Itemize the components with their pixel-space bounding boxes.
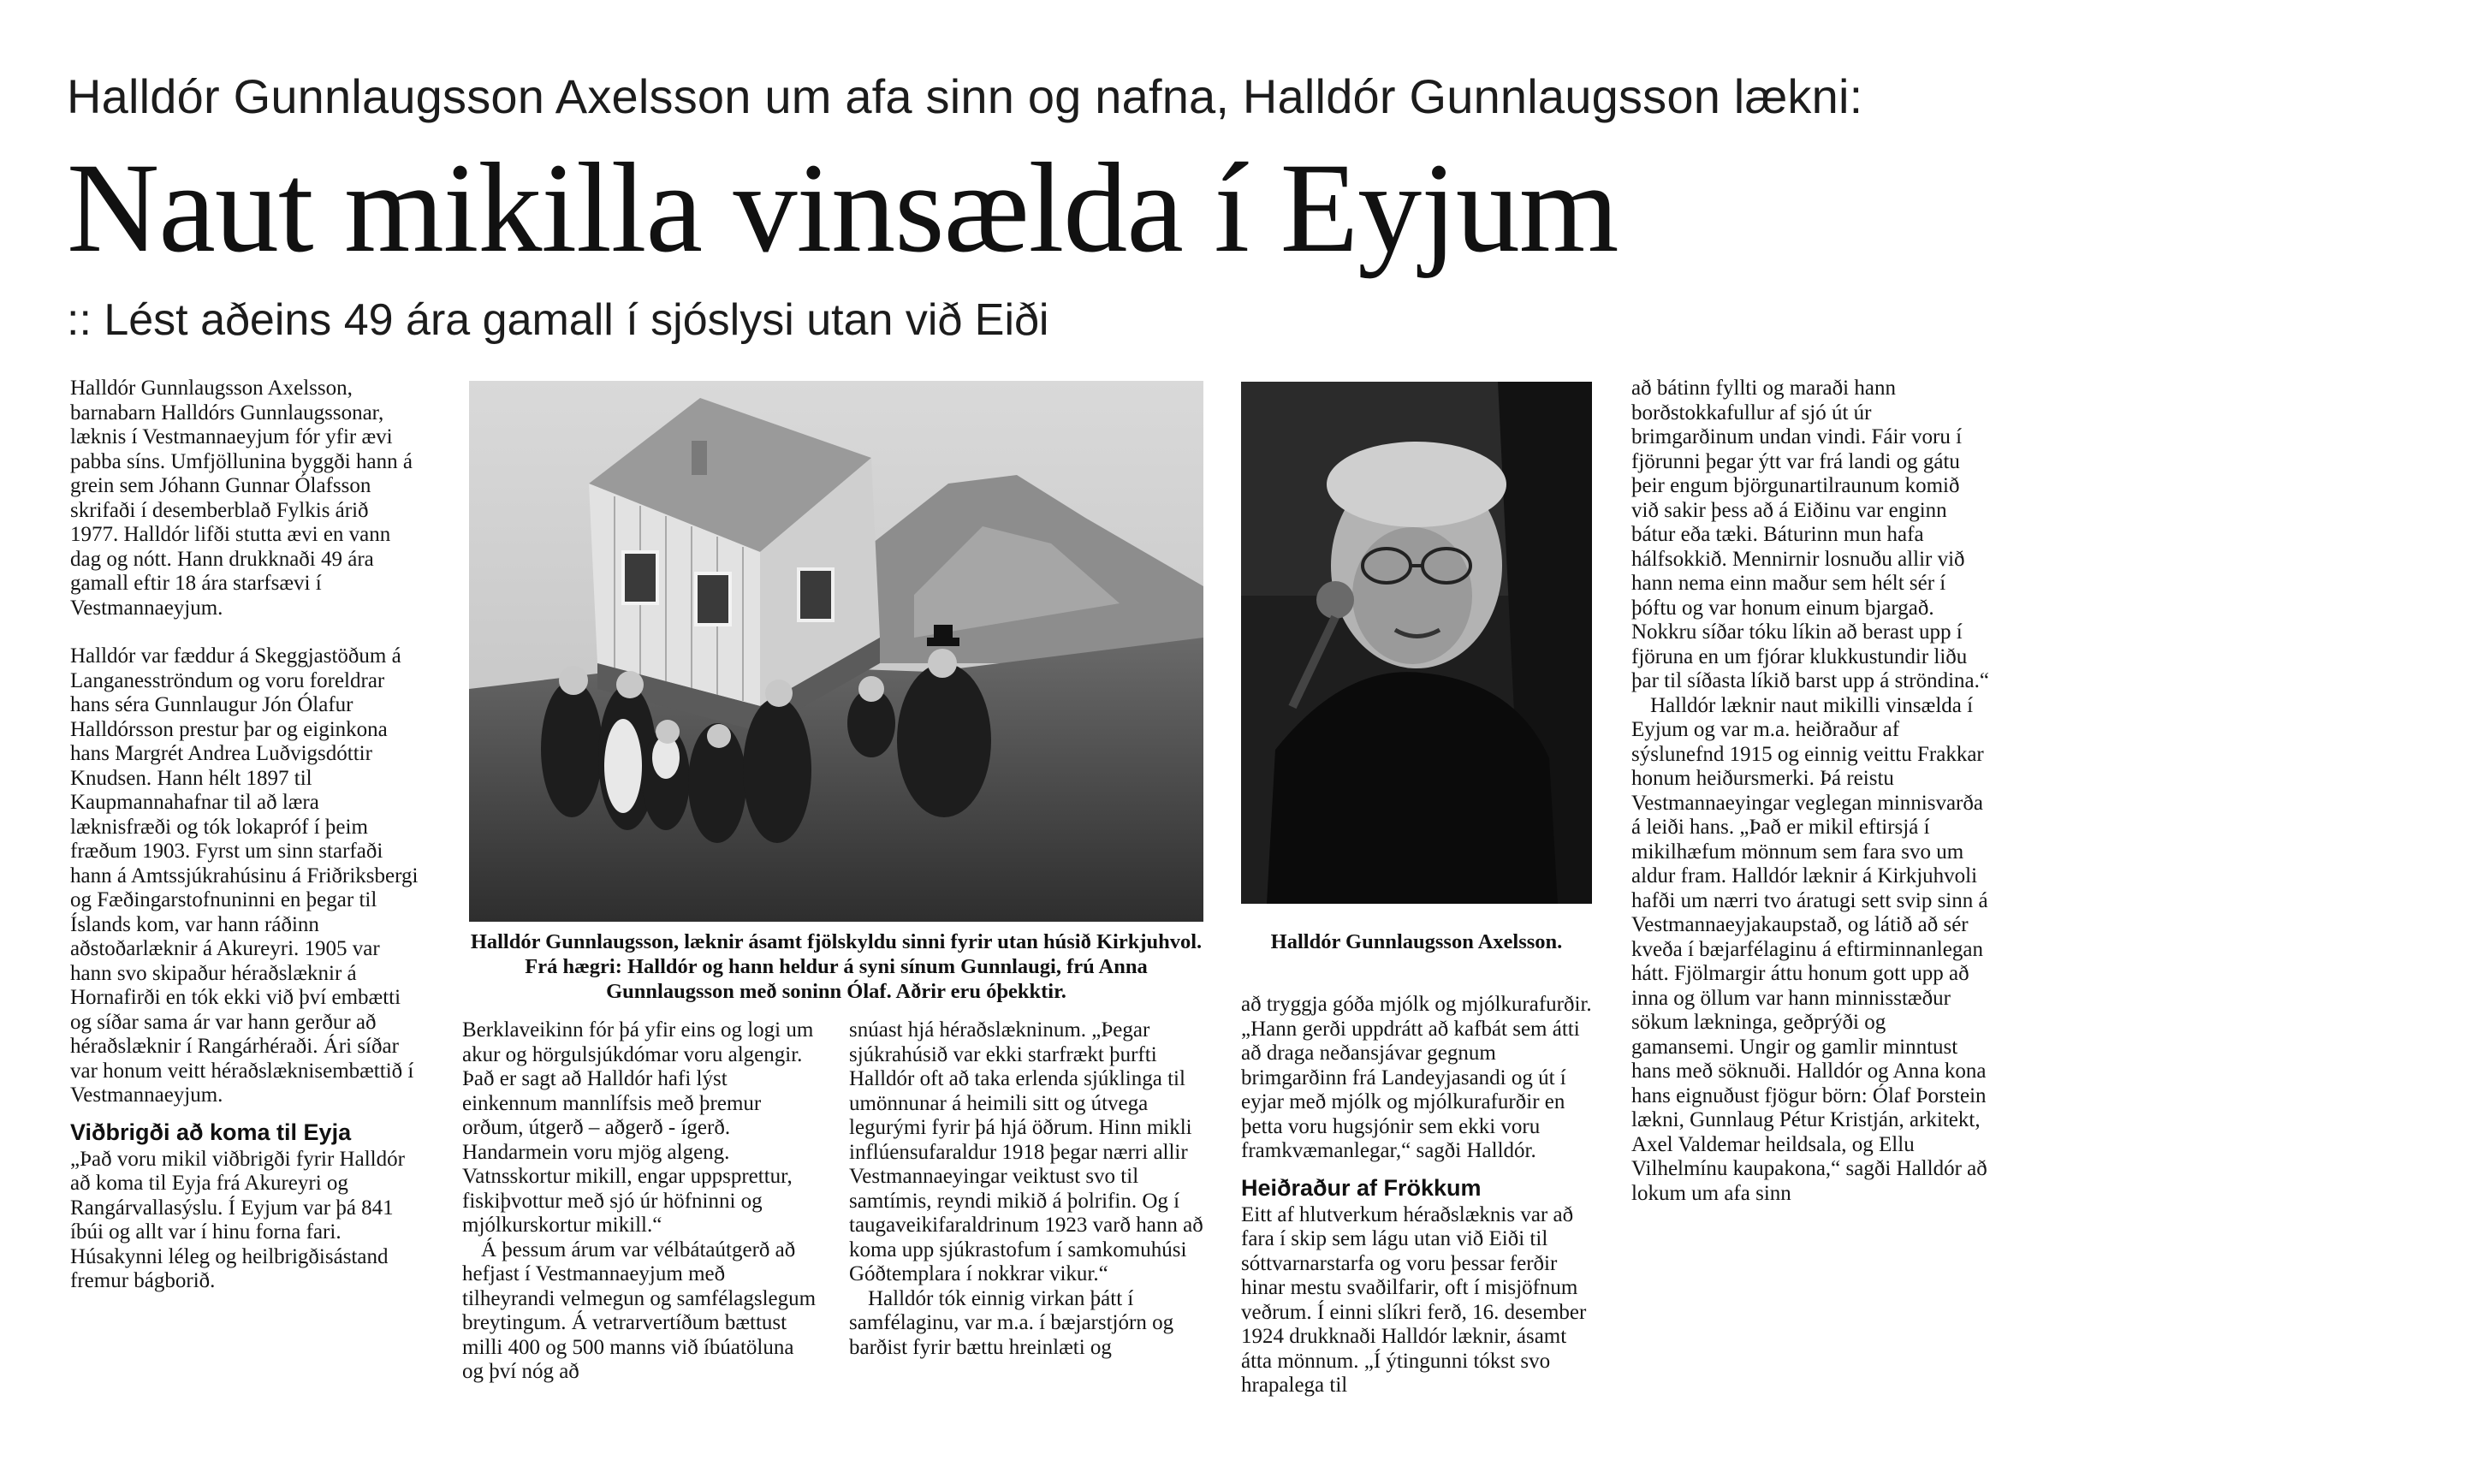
article-column-4 [1241, 993, 1599, 1443]
article-subhead: :: Lést aðeins 49 ára gamall í sjóslysi utan við Eiði [67, 295, 1049, 345]
article-column-2 [462, 1018, 820, 1443]
family-photo-caption: Halldór Gunnlaugsson, læknir ásamt fjölskyldu sinni fyrir utan húsið Kirkjuhvol. Frá hægri: Halldór og hann heldur á syni sínum Gunnlaugi, frú Anna Gunnlaugsson með soninn Ólaf. Aðrir eru óþekktir. [470, 930, 1203, 1003]
article-column-1 [70, 377, 421, 1443]
section-heading: Heiðraður af Frökkum [1241, 1174, 1482, 1201]
paragraph: Á þessum árum var vélbátaútgerð að hefjast í Vestmannaeyjum með tilheyrandi velmegun og samfélagslegum breytingum. Á vetrarvertíðum bættust milli 400 og 500 manns við íbúatöluna og því nóg að [462, 1238, 817, 1383]
article-headline: Naut mikilla vinsælda í Eyjum [67, 137, 1619, 279]
portrait-photo [1241, 382, 1592, 904]
family-house-image [469, 381, 1203, 922]
paragraph: Berklaveikinn fór þá yfir eins og logi um akur og hörgulsjúkdómar voru algengir. Það er sagt að Halldór hafi lýst einkennum mannlífsis með þremur orðum, útgerð – aðgerð - ígerð. Handarmein voru mjög algeng. Vatnsskortur mikill, engar uppsprettur, fiskiþvottur með sjó úr höfninni og mjólkurskortur mikill.“ [462, 1018, 814, 1237]
article-column-5 [1631, 377, 1989, 1443]
portrait-photo-caption: Halldór Gunnlaugsson Axelsson. [1270, 930, 1563, 953]
paragraph: að bátinn fyllti og maraði hann borðstokkafullur af sjó út úr brimgarðinum undan vindi. Fáir voru í fjörunni þegar ýtt var frá landi og gátu þeir engum björgunartilraunum komið við sakir þess að á Eiðinu var enginn bátur eða tæki. Báturinn mun hafa hálfsokkið. Mennirnir losnuðu allir við hann nema einn maður sem hélt sér í þóftu og var honum einum bjargað. Nokkru síðar tóku líkin að berast upp í fjöruna en um fjórar klukkustundir liðu þar til síðasta líkið barst upp á ströndina.“ [1631, 377, 1989, 692]
paragraph: Halldór tók einnig virkan þátt í samfélaginu, var m.a. í bæjarstjórn og barðist fyrir bættu hreinlæti og [849, 1286, 1174, 1359]
section-heading: Viðbrigði að koma til Eyja [70, 1119, 352, 1145]
paragraph: Halldór læknir naut mikilli vinsælda í Eyjum og var m.a. heiðraður af sýslunefnd 1915 og einnig veittu Frakkar honum heiðursmerki. Þá reistu Vestmannaeyingar veglegan minnisvarða á leiði hans. „Það er mikil eftirsjá í mikilhæfum mönnum sem fara svo um aldur fram. Halldór læknir á Kirkjuhvoli hafði um nærri tvo áratugi sett svip sinn á Vestmannaeyjakaupstað, og látið að sér kveða í bæjarfélaginu á eftirminnanlegan hátt. Fjölmargir áttu honum gott upp að inna og öllum var hann minnisstæður sökum lækninga, geðprýði og gamansemi. Ungir og gamlir minntust hans með söknuði. Halldór og Anna kona hans eignuðust fjögur börn: Ólaf Þorstein lækni, Gunnlaug Pétur Kristján, arkitekt, Axel Valdemar heildsala, og Ellu Vilhelmínu kaupakona,“ sagði Halldór að lokum um afa sinn [1631, 693, 1988, 1205]
family-photo [469, 381, 1203, 922]
paragraph: að tryggja góða mjólk og mjólkurafurðir. „Hann gerði uppdrátt að kafbát sem átti að draga neðansjávar gegnum brimgarðinn frá Landeyjasandi og út í eyjar með mjólk og mjólkurafurðir en þetta voru hugsjónir sem ekki voru framkvæmanlegar,“ sagði Halldór. [1241, 993, 1592, 1162]
article-column-3 [849, 1018, 1207, 1443]
portrait-image [1241, 382, 1592, 904]
paragraph: Halldór Gunnlaugsson Axelsson, barnabarn Halldórs Gunnlaugssonar, læknis í Vestmannaeyjum fór yfir ævi pabba síns. Umfjöllunina byggði hann á grein sem Jóhann Gunnar Ólafsson skrifaði í desemberblað Fylkis árið 1977. Halldór lifði stutta ævi en vann dag og nótt. Hann drukknaði 49 ára gamall eftir 18 ára starfsævi í Vestmannaeyjum. [70, 377, 413, 620]
paragraph: snúast hjá héraðslækninum. „Þegar sjúkrahúsið var ekki starfrækt þurfti Halldór oft að taka erlenda sjúklinga til umönnunar á heimili sitt og útvega legurými fyrir þá hjá öðrum. Hinn mikli inflúensufaraldur 1918 þegar nærri allir Vestmannaeyingar veiktust svo til samtímis, reyndi mikið á þolrifin. Og í taugaveikifaraldrinum 1923 varð hann að koma upp sjúkrastofum í samkomuhúsi Góðtemplara í nokkrar vikur.“ [849, 1018, 1203, 1285]
paragraph: „Það voru mikil viðbrigði fyrir Halldór að koma til Eyja frá Akureyri og Rangárvallasýslu. Í Eyjum var þá 841 íbúi og allt var í hinu forna fari. Húsakynni léleg og heilbrigðisástand fremur bágborið. [70, 1147, 405, 1292]
paragraph: Halldór var fæddur á Skeggjastöðum á Langanesströndum og voru foreldrar hans séra Gunnlaugur Jón Ólafur Halldórsson prestur þar og eiginkona hans Margrét Andrea Luðvigsdóttir Knudsen. Hann hélt 1897 til Kaupmannahafnar til að læra læknisfræði og tók lokapróf í þeim fræðum 1903. Fyrst um sinn starfaði hann á Amtssjúkrahúsinu á Friðriksbergi og Fæðingarstofnuninni en þegar til Íslands kom, var hann ráðinn aðstoðarlæknir á Akureyri. 1905 var hann svo skipaður héraðslæknir á Hornafirði en tók ekki við því embætti og síðar sama ár var hann gerður að héraðslæknir í Rangárhéraði. Ári síðar var honum veitt héraðslæknisembættið í Vestmannaeyjum. [70, 644, 419, 1107]
paragraph: Eitt af hlutverkum héraðslæknis var að fara í skip sem lágu utan við Eiði til sóttvarnarstarfa og voru þessar ferðir hinar mestu svaðilfarir, oft í misjöfnum veðrum. Í einni slíkri ferð, 16. desember 1924 drukknaði Halldór læknir, ásamt átta mönnum. „Í ýtingunni tókst svo hrapalega til [1241, 1202, 1587, 1397]
article-kicker: Halldór Gunnlaugsson Axelsson um afa sinn og nafna, Halldór Gunnlaugsson lækni: [67, 69, 1863, 123]
